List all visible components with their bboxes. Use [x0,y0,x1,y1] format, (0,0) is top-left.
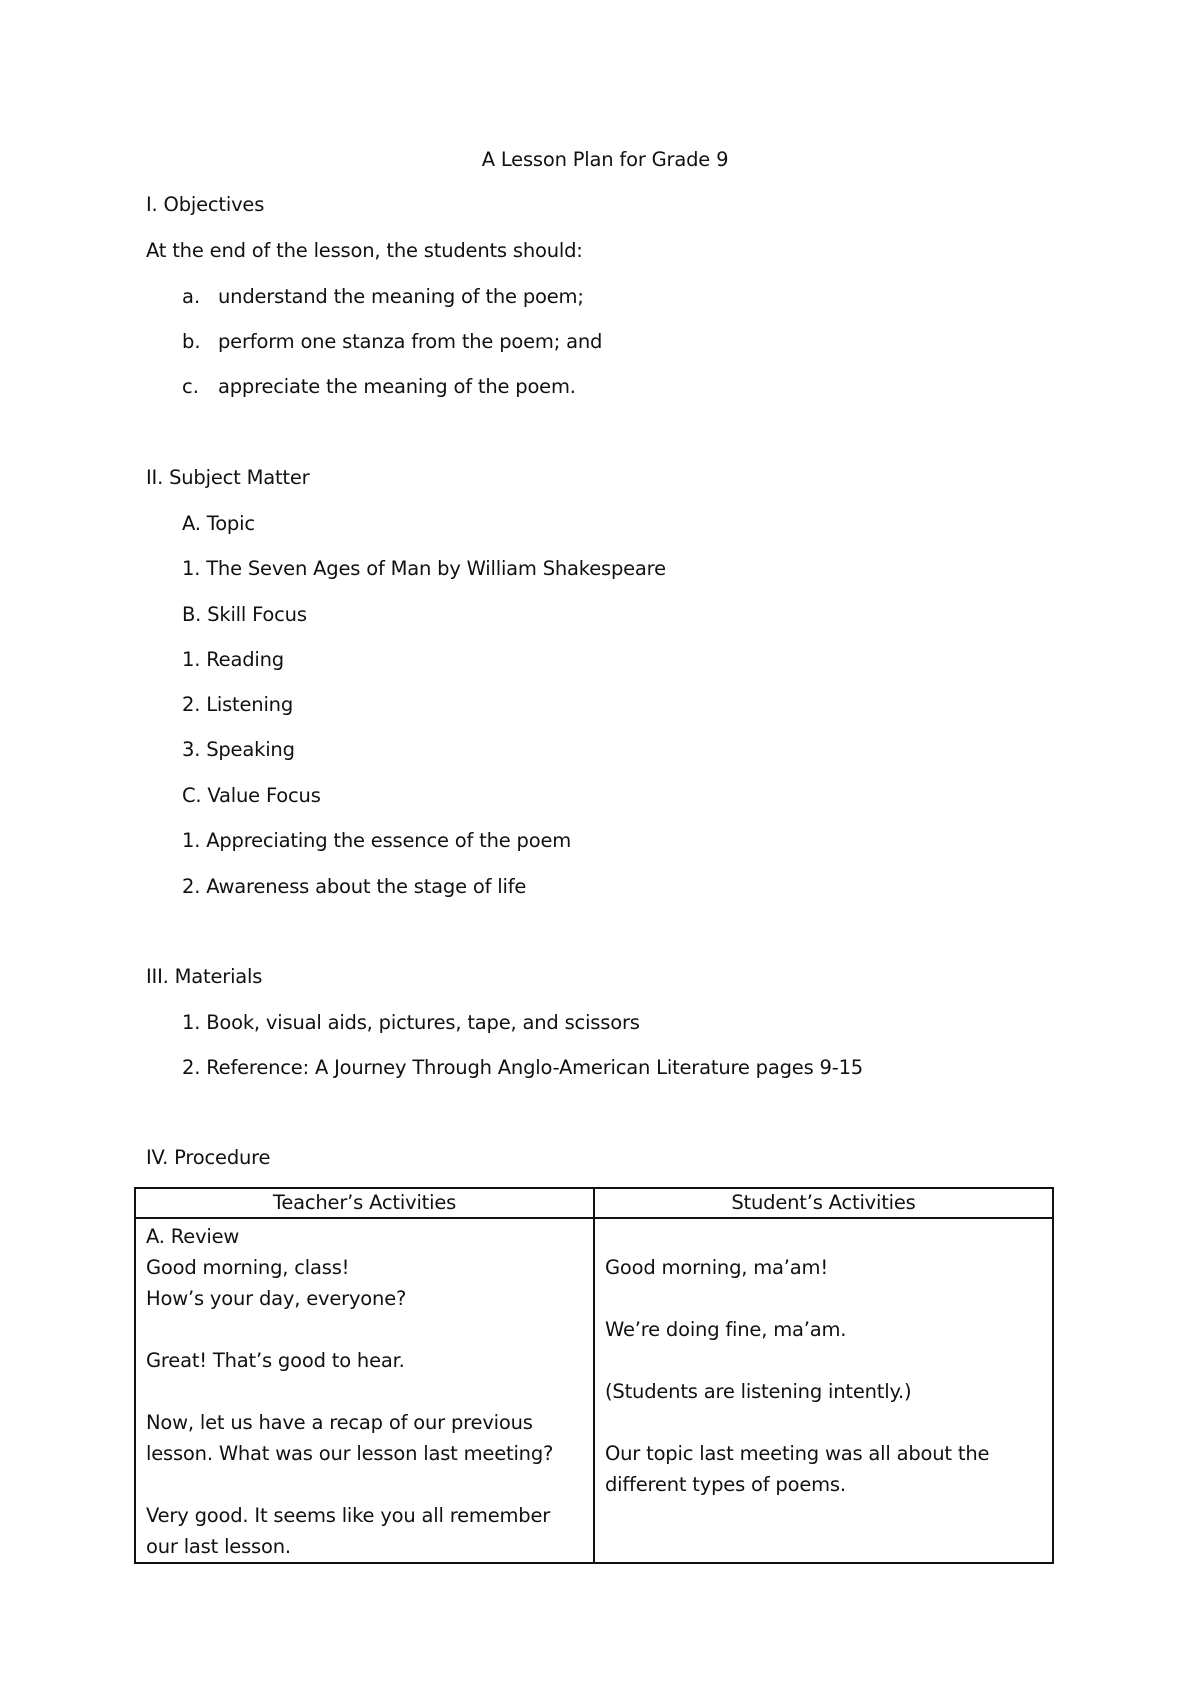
teacher-line [146,1469,585,1500]
objective-marker-a: a. [182,285,201,308]
document-title: A Lesson Plan for Grade 9 [481,148,729,171]
student-line [605,1407,1044,1438]
procedure-table-row [135,1218,1053,1563]
materials-item-1: 1. Book, visual aids, pictures, tape, and scissors [182,1011,640,1034]
procedure-table-header-row [135,1188,1053,1218]
teacher-line [146,1376,585,1407]
student-activities-header: Student’s Activities [594,1188,1053,1218]
objective-marker-c: c. [182,375,199,398]
teacher-line: Very good. It seems like you all remember [146,1504,551,1527]
skill-item-listening: 2. Listening [182,693,294,716]
skill-focus-heading: B. Skill Focus [182,603,307,626]
teacher-line: lesson. What was our lesson last meeting? [146,1442,554,1465]
value-focus-heading: C. Value Focus [182,784,321,807]
value-item-2: 2. Awareness about the stage of life [182,875,527,898]
objective-item-a: understand the meaning of the poem; [218,285,584,308]
materials-item-2: 2. Reference: A Journey Through Anglo-American Literature pages 9-15 [182,1056,863,1079]
student-line [605,1345,1044,1376]
teacher-line: A. Review [146,1225,240,1248]
subject-matter-heading: II. Subject Matter [146,466,310,489]
skill-item-reading: 1. Reading [182,648,284,671]
student-activities-cell [594,1218,1053,1563]
objective-item-b: perform one stanza from the poem; and [218,330,603,353]
procedure-table [134,1187,1054,1564]
student-line: (Students are listening intently.) [605,1380,912,1403]
teacher-activities-header: Teacher’s Activities [135,1188,594,1218]
skill-item-speaking: 3. Speaking [182,738,295,761]
student-line: different types of poems. [605,1473,846,1496]
value-item-1: 1. Appreciating the essence of the poem [182,829,572,852]
teacher-line [146,1314,585,1345]
topic-heading: A. Topic [182,512,255,535]
objectives-heading: I. Objectives [146,193,265,216]
student-line [605,1500,1044,1531]
teacher-activities-cell [135,1218,594,1563]
objective-marker-b: b. [182,330,201,353]
teacher-line: Great! That’s good to hear. [146,1349,405,1372]
procedure-heading: IV. Procedure [146,1146,271,1169]
student-line: Our topic last meeting was all about the [605,1442,990,1465]
student-line [605,1531,1044,1562]
teacher-line: our last lesson. [146,1535,291,1558]
student-line [605,1221,1044,1252]
teacher-line: Good morning, class! [146,1256,350,1279]
objectives-intro: At the end of the lesson, the students should: [146,239,583,262]
materials-heading: III. Materials [146,965,263,988]
objective-item-c: appreciate the meaning of the poem. [218,375,576,398]
teacher-line: Now, let us have a recap of our previous [146,1411,533,1434]
student-line: Good morning, ma’am! [605,1256,828,1279]
student-line: We’re doing fine, ma’am. [605,1318,847,1341]
teacher-line: How’s your day, everyone? [146,1287,407,1310]
student-line [605,1283,1044,1314]
topic-item: 1. The Seven Ages of Man by William Shakespeare [182,557,666,580]
